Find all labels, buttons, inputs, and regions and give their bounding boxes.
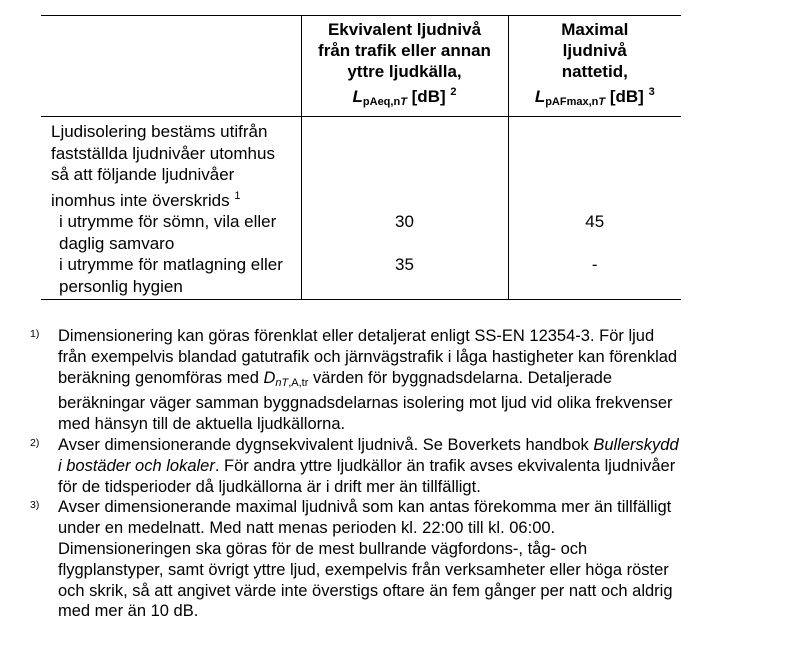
- row-maximal-value: 45: [585, 212, 605, 231]
- header-maximal-line3: nattetid,: [561, 62, 628, 81]
- table-header-row: [41, 16, 681, 117]
- header-maximal-note-ref: 3: [648, 86, 655, 98]
- footnotes: [30, 326, 680, 622]
- header-maximal-unit: [dB]: [605, 87, 649, 106]
- header-equivalent-unit: [dB]: [406, 87, 451, 106]
- row-maximal-value: -: [508, 254, 681, 300]
- footnote-3: [30, 497, 680, 622]
- table-row: [41, 211, 681, 254]
- footnote-2: [30, 435, 680, 497]
- intro-text: Ljudisolering bestäms utifrån fastställda ljudnivåer utomhus så att följande ljudnivåer inomhus inte överskrids: [51, 122, 275, 210]
- table-intro-row: [41, 117, 681, 212]
- row-label: i utrymme för sömn, vila eller daglig samvaro: [59, 212, 277, 253]
- header-equivalent-note-ref: 2: [450, 86, 457, 98]
- header-maximal-subscript: [545, 96, 605, 108]
- footnote-number: 1): [30, 328, 40, 340]
- header-maximal-subscript-italic: T: [598, 96, 606, 108]
- header-equivalent-line1: Ekvivalent ljudnivå: [327, 20, 482, 39]
- intro-empty-maximal: [508, 117, 681, 212]
- header-empty-cell: [41, 16, 301, 117]
- footnote-text: Dimensionering kan göras förenklat eller detaljerat enligt SS-EN 12354-3. För ljud från exempelvis blandad gatutrafik och järnvägstrafik i låga hastigheter kan förenklad beräkning genomföras med: [58, 327, 678, 387]
- table-row: [41, 254, 681, 300]
- header-equivalent-symbol: L: [352, 87, 363, 106]
- intro-empty-equivalent: [301, 117, 508, 212]
- header-equivalent-subscript-italic: T: [400, 96, 407, 108]
- footnote-1: [30, 326, 680, 435]
- intro-cell: [41, 117, 301, 212]
- header-equivalent-subscript: [363, 96, 407, 108]
- row-label: i utrymme för matlagning eller personlig hygien: [41, 254, 301, 300]
- header-equivalent-level: [301, 16, 508, 117]
- footnote-text: Avser dimensionerande maximal ljudnivå som kan antas förekomma mer än tillfälligt under en medelnatt. Med natt menas perioden kl. 22:00 till kl. 06:00. Dimensioneringen ska göras för de mest bullrande vägfordons-, tåg- och flygplanstyper, samt övrigt yttre ljud, exempelvis från verksamheter eller höga röster och skrik, så att angivet värde inte överstigs oftare än fem gånger per natt och aldrig med mer än 10 dB.: [58, 498, 673, 621]
- footnote-number: 3): [30, 499, 40, 512]
- row-equivalent-value: 30: [301, 211, 508, 254]
- header-maximal-line2: ljudnivå: [562, 41, 627, 60]
- sound-level-table: [41, 15, 681, 300]
- footnote-symbol-subscript-plain: ,A,tr: [288, 376, 309, 389]
- footnote-symbol: D: [263, 368, 276, 387]
- footnote-symbol-subscript: [275, 377, 308, 389]
- footnote-text-continued: . För andra yttre ljudkällor än trafik avses ekvivalenta ljudnivåer för de tidsperioder då ljudkällorna är i drift mer än tillfälligt.: [58, 456, 676, 496]
- footnote-number: 2): [30, 436, 40, 449]
- header-equivalent-line2: från trafik eller annan: [318, 41, 491, 60]
- row-equivalent-value: 35: [301, 254, 508, 300]
- footnote-text: Avser dimensionerande dygnsekvivalent ljudnivå. Se Boverkets handbok: [58, 435, 594, 454]
- footnote-handbook-title: Bullerskydd i bostäder och lokaler: [58, 435, 679, 475]
- header-maximal-line1: Maximal: [561, 20, 629, 39]
- header-equivalent-subscript-plain: pAeq,n: [362, 96, 401, 108]
- header-maximal-symbol: L: [534, 87, 546, 106]
- footnote-text-continued: värden för byggnadsdelarna. Detaljerade beräkningar väger samman byggnadsdelarnas isolering mot ljud vid olika frekvenser med hänsyn till de aktuella ljudkällorna.: [58, 368, 673, 434]
- header-maximal-subscript-plain: pAFmax,n: [545, 96, 599, 108]
- header-maximal-level: [508, 16, 681, 117]
- header-equivalent-line3: yttre ljudkälla,: [347, 62, 462, 81]
- footnote-symbol-subscript-italic: nT: [275, 376, 289, 389]
- intro-note-ref: 1: [234, 189, 241, 202]
